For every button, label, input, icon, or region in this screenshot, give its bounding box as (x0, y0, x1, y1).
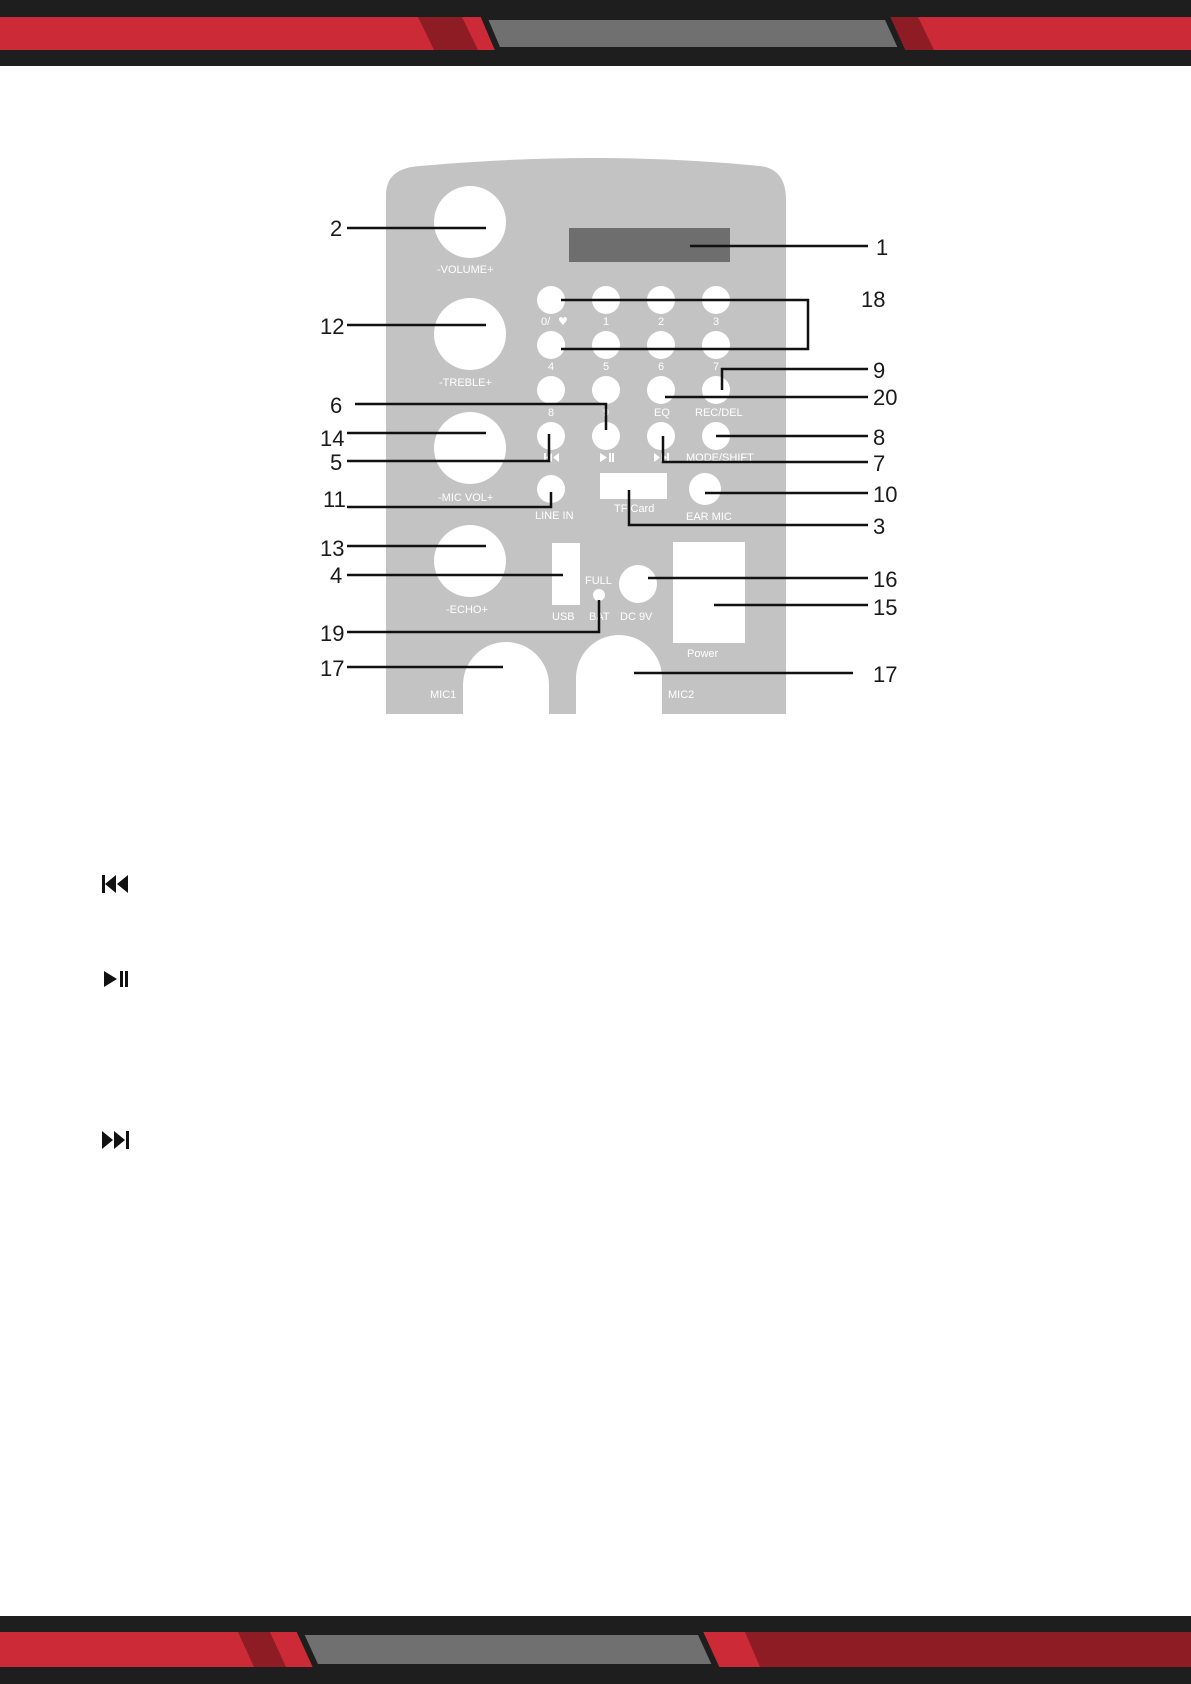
callout-7: 7 (873, 451, 886, 476)
key-0 (537, 286, 565, 314)
footer-band (0, 1616, 1191, 1684)
callout-11: 11 (323, 487, 346, 512)
key-4 (537, 331, 565, 359)
mic-vol-knob (434, 412, 506, 484)
dc9v-label: DC 9V (620, 611, 653, 623)
key-0-symbol: ♥ (558, 315, 568, 328)
mode-shift-label: MODE/SHIFT (686, 452, 754, 464)
callout-17-left: 17 (320, 656, 345, 681)
callout-5: 5 (330, 450, 343, 475)
dc-9v-jack (619, 565, 657, 603)
callout-14: 14 (320, 426, 345, 451)
key-8 (537, 376, 565, 404)
key-prev (537, 422, 565, 450)
control-panel-diagram (0, 140, 1191, 730)
callout-10: 10 (873, 482, 898, 507)
full-label: FULL (585, 575, 612, 587)
play-pause-icon (100, 967, 140, 993)
callout-17-right: 17 (873, 662, 898, 687)
key-6-label: 6 (658, 361, 665, 373)
key-next (647, 422, 675, 450)
callout-16: 16 (873, 567, 898, 592)
power-switch (673, 542, 745, 643)
callout-8: 8 (873, 425, 886, 450)
key-5-label: 5 (603, 361, 610, 373)
previous-track-icon (100, 872, 140, 898)
key-3-label: 3 (713, 316, 720, 328)
callout-20: 20 (873, 385, 898, 410)
ear-mic-jack (689, 473, 721, 505)
callout-1: 1 (876, 235, 889, 260)
key-0-label: 0/ (541, 316, 551, 328)
callout-19: 19 (320, 621, 345, 646)
key-8-label: 8 (548, 407, 555, 419)
volume-label: -VOLUME+ (437, 264, 494, 276)
key-9 (592, 376, 620, 404)
callout-18: 18 (861, 287, 886, 312)
key-1-label: 1 (603, 316, 610, 328)
callout-4: 4 (330, 563, 343, 588)
callout-2: 2 (330, 216, 343, 241)
echo-label: -ECHO+ (446, 604, 488, 616)
callout-3: 3 (873, 514, 886, 539)
callout-6: 6 (330, 393, 343, 418)
ear-mic-label: EAR MIC (686, 511, 732, 523)
mic1-label: MIC1 (430, 689, 457, 701)
key-7-label: 7 (713, 361, 720, 373)
mic-vol-label: -MIC VOL+ (438, 492, 494, 504)
mic2-label: MIC2 (668, 689, 695, 701)
tf-card-slot (600, 473, 667, 499)
callout-9: 9 (873, 358, 886, 383)
next-track-icon (100, 1128, 140, 1154)
key-eq (647, 376, 675, 404)
key-6 (647, 331, 675, 359)
echo-knob (434, 525, 506, 597)
callout-15: 15 (873, 595, 898, 620)
bat-label: BAT (589, 611, 610, 623)
key-2-label: 2 (658, 316, 665, 328)
volume-knob (434, 186, 506, 258)
usb-label: USB (552, 611, 575, 623)
key-9-label: 9 (603, 407, 610, 419)
line-in-label: LINE IN (535, 510, 574, 522)
callout-12: 12 (320, 314, 345, 339)
key-rec-del (702, 376, 730, 404)
key-7 (702, 331, 730, 359)
key-5 (592, 331, 620, 359)
key-4-label: 4 (548, 361, 555, 373)
eq-label: EQ (654, 407, 670, 419)
power-label: Power (687, 648, 719, 660)
callout-13: 13 (320, 536, 345, 561)
treble-knob (434, 298, 506, 370)
tf-card-label: TF Card (614, 503, 655, 515)
treble-label: -TREBLE+ (439, 377, 492, 389)
rec-del-label: REC/DEL (695, 407, 743, 419)
battery-led (593, 589, 605, 601)
header-band (0, 0, 1191, 66)
